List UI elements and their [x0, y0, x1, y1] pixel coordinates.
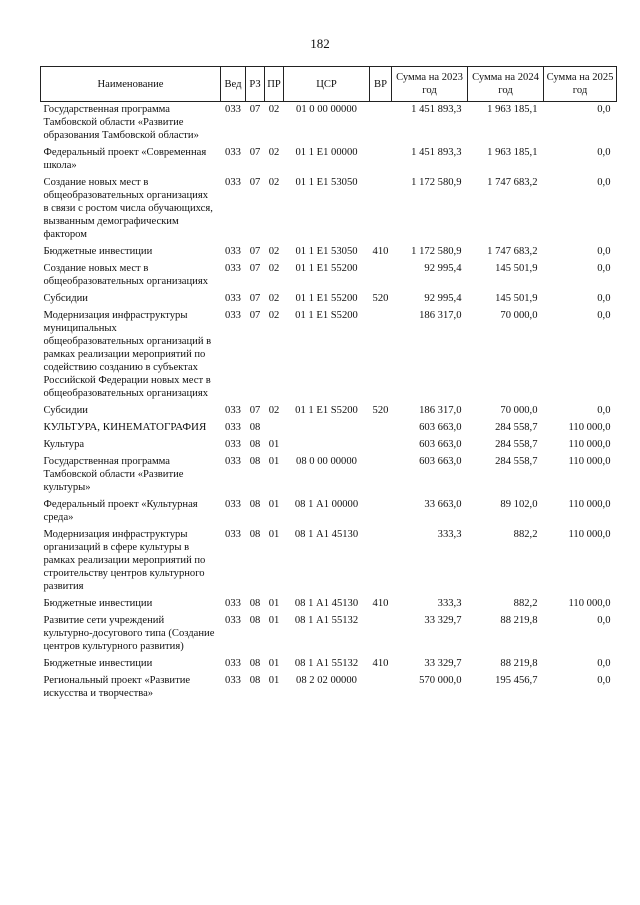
table-body: [41, 102, 617, 704]
cell-sum-2025: 110 000,0: [568, 439, 611, 450]
header-pr: ПР: [265, 67, 284, 102]
cell-sum-2023: 33 329,7: [424, 615, 462, 626]
table-row: [41, 454, 617, 497]
cell-sum-2025: 0,0: [597, 405, 611, 416]
cell-pr: [265, 420, 284, 437]
cell-name: Субсидии: [43, 293, 88, 304]
cell-sum-2023: 333,3: [437, 598, 462, 609]
cell-pr: 02: [268, 246, 280, 257]
cell-pr: 01: [268, 598, 280, 609]
cell-sum-2025: 110 000,0: [568, 598, 611, 609]
table-row: [41, 291, 617, 308]
table-row: [41, 403, 617, 420]
cell-name: Модернизация инфраструктуры организаций в сфере культуры в рамках реализации мероприятий по строительству центров культурного развития: [43, 529, 206, 592]
cell-csr: 01 1 Е1 55200: [295, 293, 358, 304]
cell-vr: [370, 527, 392, 596]
cell-sum-2025: 110 000,0: [568, 422, 611, 433]
cell-ved: 033: [225, 147, 241, 158]
cell-vr: [370, 437, 392, 454]
cell-rz: 08: [249, 529, 261, 540]
cell-vr: 520: [372, 405, 389, 416]
table-row: [41, 308, 617, 403]
cell-rz: 08: [249, 675, 261, 686]
cell-csr: 08 1 А1 45130: [294, 598, 359, 609]
cell-vr: [370, 454, 392, 497]
table-row: [41, 613, 617, 656]
cell-sum-2023: 1 172 580,9: [411, 246, 462, 257]
table-row: [41, 527, 617, 596]
cell-csr: 01 1 Е1 55200: [295, 263, 358, 274]
cell-rz: 07: [249, 263, 261, 274]
cell-name: Создание новых мест в общеобразовательных организациях в связи с ростом числа обучающихся, вызванным демографическим фактором: [43, 177, 213, 240]
cell-csr: 08 1 А1 55132: [294, 658, 359, 669]
cell-sum-2025: 110 000,0: [568, 456, 611, 467]
cell-ved: 033: [225, 310, 241, 321]
table-row: [41, 175, 617, 244]
cell-vr: 410: [372, 598, 389, 609]
cell-csr: 08 2 02 00000: [296, 675, 357, 686]
header-csr: ЦСР: [284, 67, 370, 102]
cell-pr: 02: [268, 177, 280, 188]
cell-sum-2023: 1 451 893,3: [411, 104, 462, 115]
cell-sum-2025: 0,0: [597, 263, 611, 274]
cell-sum-2024: 145 501,9: [495, 263, 538, 274]
cell-pr: 02: [268, 263, 280, 274]
header-sum-2023: Сумма на 2023 год: [392, 67, 468, 102]
cell-pr: 01: [268, 456, 280, 467]
cell-sum-2023: 570 000,0: [419, 675, 462, 686]
cell-sum-2024: 1 747 683,2: [487, 177, 538, 188]
cell-rz: 07: [249, 405, 261, 416]
cell-sum-2024: 70 000,0: [500, 405, 538, 416]
cell-csr: 01 1 Е1 53050: [295, 246, 358, 257]
cell-pr: 01: [268, 499, 280, 510]
cell-vr: 410: [372, 246, 389, 257]
cell-ved: 033: [225, 456, 241, 467]
cell-sum-2024: 145 501,9: [495, 293, 538, 304]
cell-sum-2023: 603 663,0: [419, 456, 462, 467]
table-row: [41, 596, 617, 613]
cell-sum-2025: 0,0: [597, 675, 611, 686]
cell-csr: 08 1 А1 45130: [294, 529, 359, 540]
cell-sum-2024: 284 558,7: [495, 422, 538, 433]
cell-csr: 01 0 00 00000: [296, 104, 357, 115]
cell-vr: 520: [372, 293, 389, 304]
header-name: Наименование: [41, 67, 221, 102]
cell-sum-2024: 195 456,7: [495, 675, 538, 686]
cell-sum-2025: 110 000,0: [568, 529, 611, 540]
cell-sum-2024: 1 747 683,2: [487, 246, 538, 257]
cell-ved: 033: [225, 104, 241, 115]
cell-name: Региональный проект «Развитие искусства и творчества»: [43, 675, 191, 699]
cell-name: Субсидии: [43, 405, 88, 416]
cell-csr: [284, 420, 370, 437]
cell-rz: 07: [249, 177, 261, 188]
cell-sum-2024: 1 963 185,1: [487, 147, 538, 158]
cell-pr: 02: [268, 405, 280, 416]
cell-ved: 033: [225, 615, 241, 626]
cell-sum-2024: 882,2: [513, 598, 538, 609]
header-sum-2024: Сумма на 2024 год: [468, 67, 544, 102]
cell-sum-2023: 1 172 580,9: [411, 177, 462, 188]
cell-csr: [284, 437, 370, 454]
cell-rz: 07: [249, 246, 261, 257]
cell-ved: 033: [225, 293, 241, 304]
cell-vr: [370, 261, 392, 291]
cell-ved: 033: [225, 598, 241, 609]
cell-ved: 033: [225, 246, 241, 257]
cell-sum-2024: 70 000,0: [500, 310, 538, 321]
cell-sum-2025: 0,0: [597, 615, 611, 626]
cell-ved: 033: [225, 658, 241, 669]
cell-sum-2023: 33 329,7: [424, 658, 462, 669]
cell-ved: 033: [225, 439, 241, 450]
header-ved: Вед: [221, 67, 246, 102]
cell-name: Бюджетные инвестиции: [43, 246, 153, 257]
budget-table: [40, 66, 617, 703]
cell-sum-2024: 882,2: [513, 529, 538, 540]
cell-sum-2024: 284 558,7: [495, 439, 538, 450]
cell-ved: 033: [225, 405, 241, 416]
cell-name: Развитие сети учреждений культурно-досугового типа (Создание центров культурного развития): [43, 615, 215, 652]
cell-sum-2023: 603 663,0: [419, 439, 462, 450]
header-sum-2025: Сумма на 2025 год: [544, 67, 617, 102]
table-header: [41, 67, 617, 102]
cell-pr: 01: [268, 529, 280, 540]
cell-name: Государственная программа Тамбовской области «Развитие образования Тамбовской области»: [43, 104, 199, 141]
cell-pr: 02: [268, 104, 280, 115]
cell-csr: 01 1 Е1 S5200: [295, 405, 358, 416]
cell-sum-2025: 0,0: [597, 658, 611, 669]
cell-vr: [370, 145, 392, 175]
cell-pr: 02: [268, 293, 280, 304]
table-row: [41, 437, 617, 454]
cell-sum-2023: 186 317,0: [419, 310, 462, 321]
cell-sum-2024: 88 219,8: [500, 658, 538, 669]
cell-rz: 08: [249, 598, 261, 609]
cell-vr: [370, 613, 392, 656]
cell-name: Культура: [43, 439, 85, 450]
cell-name: КУЛЬТУРА, КИНЕМАТОГРАФИЯ: [43, 421, 207, 433]
cell-sum-2025: 0,0: [597, 293, 611, 304]
cell-vr: [370, 102, 392, 146]
table-row: [41, 261, 617, 291]
cell-vr: [370, 497, 392, 527]
cell-name: Бюджетные инвестиции: [43, 658, 153, 669]
cell-sum-2025: 0,0: [597, 147, 611, 158]
cell-name: Бюджетные инвестиции: [43, 598, 153, 609]
cell-ved: 033: [225, 177, 241, 188]
cell-csr: 08 1 А1 00000: [294, 499, 359, 510]
cell-sum-2023: 603 663,0: [419, 422, 462, 433]
cell-ved: 033: [225, 675, 241, 686]
cell-rz: 08: [249, 658, 261, 669]
cell-sum-2023: 92 995,4: [424, 293, 462, 304]
cell-rz: 07: [249, 104, 261, 115]
table-row: [41, 244, 617, 261]
cell-sum-2023: 33 663,0: [424, 499, 462, 510]
cell-name: Создание новых мест в общеобразовательных организациях: [43, 263, 208, 287]
cell-sum-2024: 89 102,0: [500, 499, 538, 510]
cell-name: Федеральный проект «Современная школа»: [43, 147, 207, 171]
cell-sum-2024: 88 219,8: [500, 615, 538, 626]
cell-pr: 02: [268, 147, 280, 158]
cell-csr: 01 1 Е1 00000: [295, 147, 358, 158]
cell-vr: [370, 175, 392, 244]
cell-sum-2024: 284 558,7: [495, 456, 538, 467]
cell-csr: 01 1 Е1 53050: [295, 177, 358, 188]
cell-sum-2023: 92 995,4: [424, 263, 462, 274]
table-row: [41, 420, 617, 437]
cell-csr: 01 1 Е1 S5200: [295, 310, 358, 321]
cell-vr: [370, 673, 392, 703]
table-row: [41, 145, 617, 175]
cell-csr: 08 0 00 00000: [296, 456, 357, 467]
table-row: [41, 497, 617, 527]
cell-ved: 033: [225, 499, 241, 510]
cell-ved: 033: [225, 529, 241, 540]
cell-name: Государственная программа Тамбовской области «Развитие культуры»: [43, 456, 184, 493]
table-row: [41, 673, 617, 703]
header-rz: РЗ: [246, 67, 265, 102]
cell-sum-2025: 0,0: [597, 310, 611, 321]
cell-rz: 08: [249, 422, 261, 433]
cell-sum-2023: 186 317,0: [419, 405, 462, 416]
cell-rz: 07: [249, 293, 261, 304]
cell-csr: 08 1 А1 55132: [294, 615, 359, 626]
cell-name: Федеральный проект «Культурная среда»: [43, 499, 198, 523]
cell-rz: 07: [249, 147, 261, 158]
cell-sum-2025: 0,0: [597, 177, 611, 188]
cell-pr: 01: [268, 658, 280, 669]
cell-rz: 08: [249, 456, 261, 467]
cell-sum-2025: 110 000,0: [568, 499, 611, 510]
cell-pr: 01: [268, 439, 280, 450]
header-vr: ВР: [370, 67, 392, 102]
cell-pr: 01: [268, 615, 280, 626]
cell-vr: [370, 308, 392, 403]
cell-rz: 08: [249, 499, 261, 510]
cell-sum-2025: 0,0: [597, 246, 611, 257]
page-number: 182: [310, 36, 330, 51]
cell-vr: 410: [372, 658, 389, 669]
cell-pr: 01: [268, 675, 280, 686]
table-row: [41, 656, 617, 673]
cell-sum-2023: 1 451 893,3: [411, 147, 462, 158]
cell-pr: 02: [268, 310, 280, 321]
cell-vr: [370, 420, 392, 437]
cell-rz: 07: [249, 310, 261, 321]
cell-sum-2023: 333,3: [437, 529, 462, 540]
table-row: [41, 102, 617, 146]
cell-name: Модернизация инфраструктуры муниципальных общеобразовательных организаций в рамках реализации мероприятий по содействию созданию в субъектах Российской Федерации новых мест в общеобразовательных организациях: [43, 310, 212, 399]
cell-sum-2025: 0,0: [597, 104, 611, 115]
cell-ved: 033: [225, 422, 241, 433]
cell-rz: 08: [249, 439, 261, 450]
cell-sum-2024: 1 963 185,1: [487, 104, 538, 115]
cell-rz: 08: [249, 615, 261, 626]
cell-ved: 033: [225, 263, 241, 274]
